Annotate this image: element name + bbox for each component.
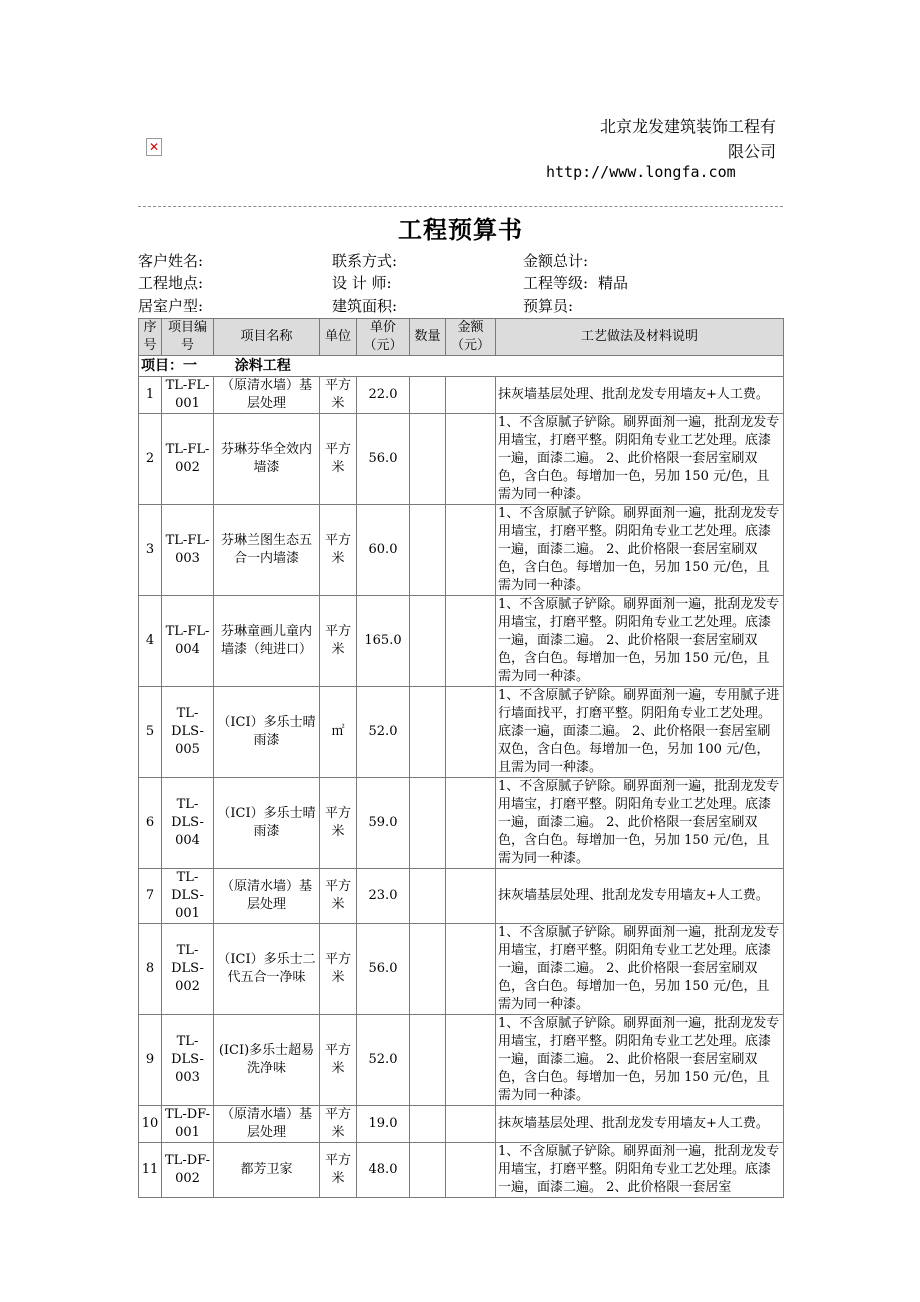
company-name-line1: 北京龙发建筑装饰工程有: [599, 117, 776, 136]
row-desc: 1、不含原腻子铲除。刷界面剂一遍，批刮龙发专用墙宝，打磨平整。阴阳角专业工艺处理。底漆一遍，面漆二遍。 2、此价格限一套居室刷双色，含白色。每增加一色，另加 150 元/色，且需为同一种漆。: [496, 924, 784, 1015]
row-unit: 平方米: [320, 596, 357, 687]
grade-value: 精品: [598, 274, 629, 292]
row-amount: [446, 377, 496, 414]
table-row: [139, 778, 784, 869]
area-label: 建筑面积:: [332, 297, 398, 315]
table-row: [139, 414, 784, 505]
row-amount: [446, 869, 496, 924]
customer-label: 客户姓名:: [138, 252, 204, 270]
row-code: TL-DLS-002: [162, 924, 214, 1015]
row-qty: [410, 1143, 446, 1198]
table-row: [139, 1143, 784, 1198]
row-amount: [446, 687, 496, 778]
grade-label: 工程等级:: [523, 274, 589, 292]
row-name: （ICI）多乐士二代五合一净味: [214, 924, 320, 1015]
row-desc: 1、不含原腻子铲除。刷界面剂一遍，批刮龙发专用墙宝，打磨平整。阴阳角专业工艺处理。底漆一遍，面漆二遍。 2、此价格限一套居室刷双色，含白色。每增加一色，另加 150 元/色，且需为同一种漆。: [496, 1015, 784, 1106]
budget-table: [138, 318, 784, 1198]
row-code: TL-FL-004: [162, 596, 214, 687]
house-type-label: 居室户型:: [138, 297, 204, 315]
row-price: 52.0: [357, 687, 410, 778]
header-desc: 工艺做法及材料说明: [496, 319, 784, 356]
row-price: 52.0: [357, 1015, 410, 1106]
row-code: TL-DF-001: [162, 1106, 214, 1143]
document-title: 工程预算书: [398, 215, 523, 244]
row-no: 2: [139, 414, 162, 505]
budgeter-label: 预算员:: [523, 297, 574, 315]
row-qty: [410, 414, 446, 505]
row-desc: 1、不含原腻子铲除。刷界面剂一遍，批刮龙发专用墙宝，打磨平整。阴阳角专业工艺处理。底漆一遍，面漆二遍。 2、此价格限一套居室刷双色，含白色。每增加一色，另加 150 元/色，且需为同一种漆。: [496, 778, 784, 869]
row-name: 芬琳童画儿童内墙漆（纯进口）: [214, 596, 320, 687]
row-name: （原清水墙）基层处理: [214, 869, 320, 924]
row-qty: [410, 377, 446, 414]
row-name: （ICI）多乐士晴雨漆: [214, 778, 320, 869]
row-name: 芬琳兰图生态五合一内墙漆: [214, 505, 320, 596]
company-name: [516, 114, 776, 164]
header-unit: 单位: [320, 319, 357, 356]
row-qty: [410, 924, 446, 1015]
row-no: 5: [139, 687, 162, 778]
row-unit: 平方米: [320, 1143, 357, 1198]
row-amount: [446, 596, 496, 687]
row-name: 芬琳芬华全效内墙漆: [214, 414, 320, 505]
row-code: TL-FL-001: [162, 377, 214, 414]
table-row: [139, 505, 784, 596]
row-code: TL-FL-003: [162, 505, 214, 596]
row-no: 3: [139, 505, 162, 596]
table-row: [139, 869, 784, 924]
row-amount: [446, 1015, 496, 1106]
row-qty: [410, 505, 446, 596]
row-desc: 1、不含原腻子铲除。刷界面剂一遍，批刮龙发专用墙宝，打磨平整。阴阳角专业工艺处理。底漆一遍，面漆二遍。 2、此价格限一套居室刷双色，含白色。每增加一色，另加 150 元/色，且需为同一种漆。: [496, 596, 784, 687]
header-no: 序号: [139, 319, 162, 356]
row-unit: 平方米: [320, 778, 357, 869]
row-no: 11: [139, 1143, 162, 1198]
table-row: [139, 1015, 784, 1106]
row-qty: [410, 687, 446, 778]
table-row: [139, 1106, 784, 1143]
row-unit: 平方米: [320, 377, 357, 414]
row-name: （原清水墙）基层处理: [214, 1106, 320, 1143]
company-name-line2: 限公司: [727, 142, 776, 161]
header-name: 项目名称: [214, 319, 320, 356]
row-amount: [446, 924, 496, 1015]
row-price: 165.0: [357, 596, 410, 687]
row-no: 9: [139, 1015, 162, 1106]
row-no: 7: [139, 869, 162, 924]
row-price: 56.0: [357, 924, 410, 1015]
row-qty: [410, 596, 446, 687]
row-name: 都芳卫家: [214, 1143, 320, 1198]
section-label: 项目：一: [141, 358, 197, 374]
row-unit: 平方米: [320, 505, 357, 596]
row-no: 8: [139, 924, 162, 1015]
row-qty: [410, 1015, 446, 1106]
table-row: [139, 377, 784, 414]
row-qty: [410, 778, 446, 869]
row-desc: 抹灰墙基层处理、批刮龙发专用墙友+人工费。: [496, 377, 784, 414]
header-code: 项目编号: [162, 319, 214, 356]
row-unit: ㎡: [320, 687, 357, 778]
row-no: 4: [139, 596, 162, 687]
row-qty: [410, 1106, 446, 1143]
row-price: 19.0: [357, 1106, 410, 1143]
table-row: [139, 596, 784, 687]
row-amount: [446, 1106, 496, 1143]
row-desc: 1、不含原腻子铲除。刷界面剂一遍，批刮龙发专用墙宝，打磨平整。阴阳角专业工艺处理。底漆一遍，面漆二遍。 2、此价格限一套居室刷双色，含白色。每增加一色，另加 150 元/色，且需为同一种漆。: [496, 414, 784, 505]
location-label: 工程地点:: [138, 274, 204, 292]
total-label: 金额总计:: [523, 252, 589, 270]
row-desc: 抹灰墙基层处理、批刮龙发专用墙友+人工费。: [496, 1106, 784, 1143]
row-code: TL-DF-002: [162, 1143, 214, 1198]
table-row: [139, 687, 784, 778]
company-url-link[interactable]: http://www.longfa.com: [546, 163, 736, 181]
row-price: 48.0: [357, 1143, 410, 1198]
broken-image-icon: ✕: [146, 138, 162, 156]
row-unit: 平方米: [320, 924, 357, 1015]
row-amount: [446, 1143, 496, 1198]
section-name: 涂料工程: [234, 358, 291, 374]
row-no: 1: [139, 377, 162, 414]
contact-label: 联系方式:: [332, 252, 398, 270]
row-price: 56.0: [357, 414, 410, 505]
row-price: 59.0: [357, 778, 410, 869]
row-name: （ICI）多乐士晴雨漆: [214, 687, 320, 778]
table-row: [139, 924, 784, 1015]
header-divider: [138, 206, 783, 207]
row-name: (ICI)多乐士超易洗净味: [214, 1015, 320, 1106]
row-amount: [446, 778, 496, 869]
row-unit: 平方米: [320, 1015, 357, 1106]
row-price: 22.0: [357, 377, 410, 414]
row-price: 23.0: [357, 869, 410, 924]
row-desc: 1、不含原腻子铲除。刷界面剂一遍，批刮龙发专用墙宝，打磨平整。阴阳角专业工艺处理。底漆一遍，面漆二遍。 2、此价格限一套居室: [496, 1143, 784, 1198]
designer-label: 设 计 师:: [332, 274, 392, 292]
row-name: （原清水墙）基层处理: [214, 377, 320, 414]
row-code: TL-DLS-004: [162, 778, 214, 869]
header-qty: 数量: [410, 319, 446, 356]
row-code: TL-DLS-005: [162, 687, 214, 778]
header-price: 单价（元）: [357, 319, 410, 356]
row-no: 10: [139, 1106, 162, 1143]
row-desc: 1、不含原腻子铲除。刷界面剂一遍，专用腻子进行墙面找平，打磨平整。阴阳角专业工艺处理。底漆一遍，面漆二遍。 2、此价格限一套居室刷双色，含白色。每增加一色，另加 100 元/色，且需为同一种漆。: [496, 687, 784, 778]
row-amount: [446, 505, 496, 596]
header-amount: 金额（元）: [446, 319, 496, 356]
row-desc: 1、不含原腻子铲除。刷界面剂一遍，批刮龙发专用墙宝，打磨平整。阴阳角专业工艺处理。底漆一遍，面漆二遍。 2、此价格限一套居室刷双色，含白色。每增加一色，另加 150 元/色，且需为同一种漆。: [496, 505, 784, 596]
row-unit: 平方米: [320, 869, 357, 924]
row-unit: 平方米: [320, 414, 357, 505]
row-price: 60.0: [357, 505, 410, 596]
row-qty: [410, 869, 446, 924]
row-code: TL-FL-002: [162, 414, 214, 505]
row-unit: 平方米: [320, 1106, 357, 1143]
table-header-row: [139, 319, 784, 356]
row-code: TL-DLS-001: [162, 869, 214, 924]
row-amount: [446, 414, 496, 505]
row-desc: 抹灰墙基层处理、批刮龙发专用墙友+人工费。: [496, 869, 784, 924]
row-code: TL-DLS-003: [162, 1015, 214, 1106]
row-no: 6: [139, 778, 162, 869]
section-row: [139, 356, 784, 377]
